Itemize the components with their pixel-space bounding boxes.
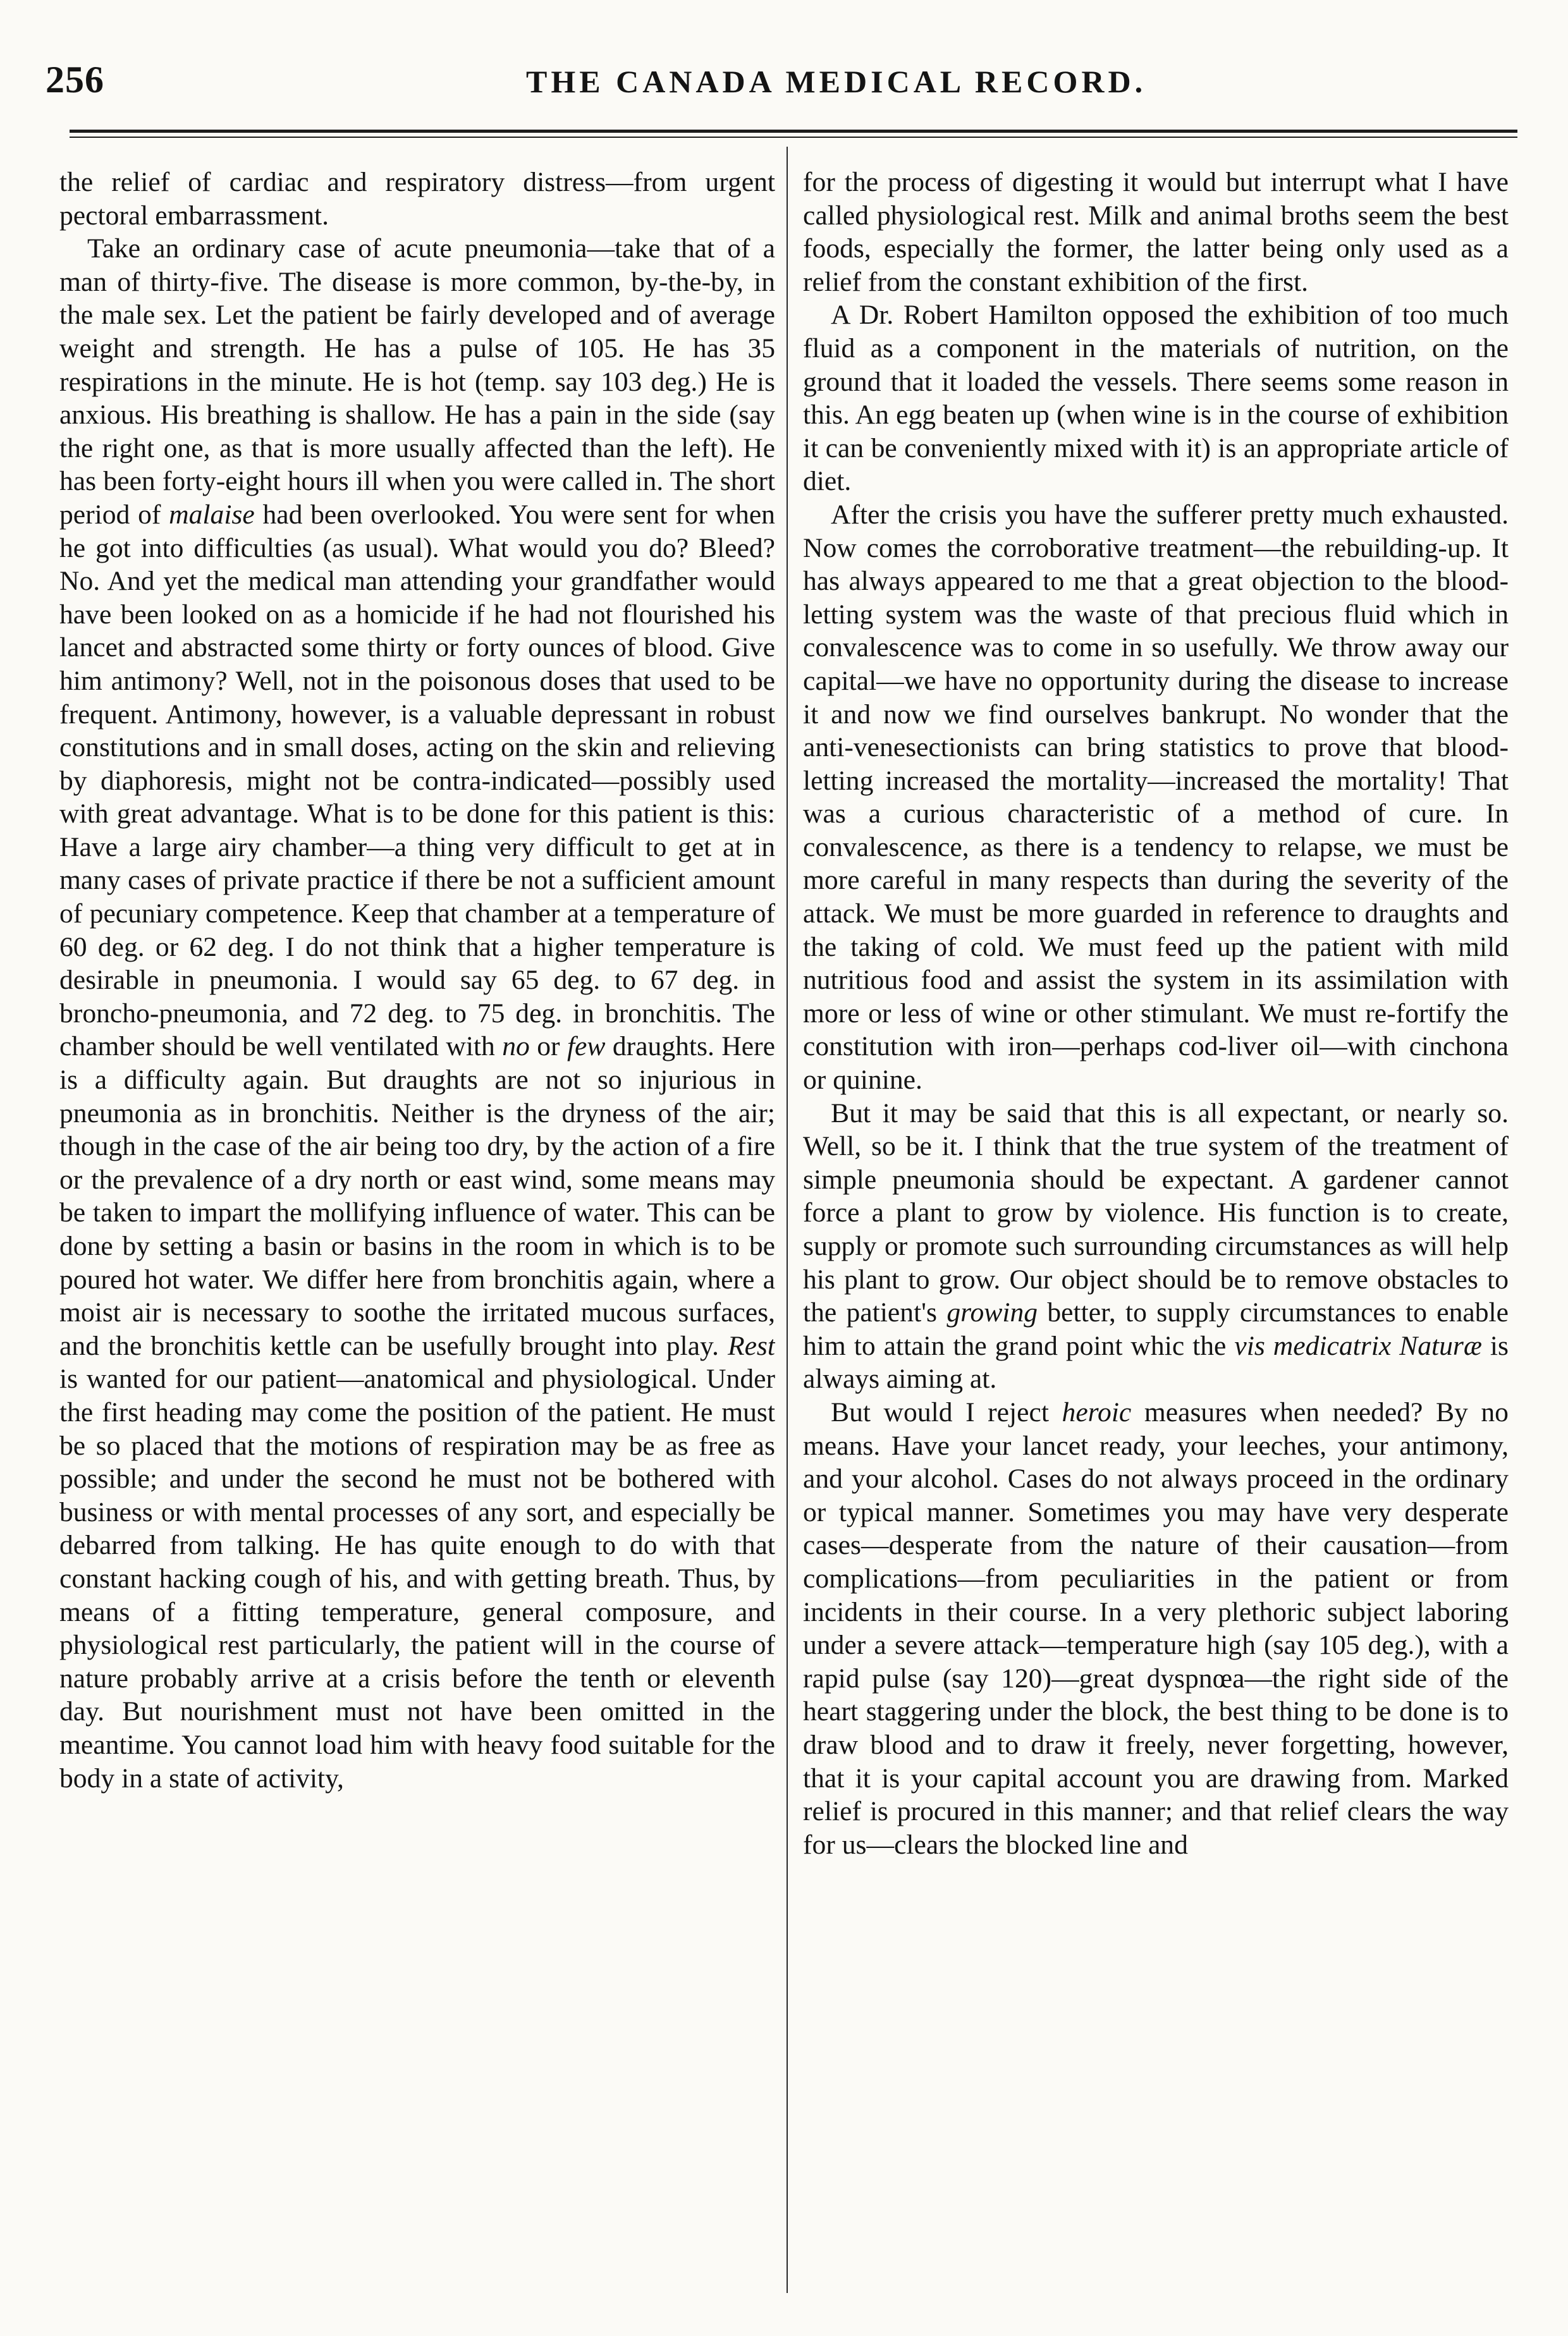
paragraph [803, 166, 1509, 298]
paragraph-text: After the crisis you have the sufferer pretty much exhausted. Now comes the corroborative treatment—the rebuilding-up. It has always appeared to me that a great objection to the blood-letting system was the waste of that precious fluid which in convalescence was to come in so usefully. We throw away our capital—we have no opportunity during the disease to increase it and now we find ourselves bankrupt. No wonder that the anti-venesectionists can bring statistics to prove that blood-letting increased the mortality—increased the mortality! That was a curious characteristic of a method of cure. In convalescence, as there is a tendency to relapse, we must be more careful in many respects than during the severity of the attack. We must be more guarded in reference to draughts and the taking of cold. We must feed up the patient with mild nutritious food and assist the system in its assimilation with more or less of wine or other stimulant. We must re-fortify the constitution with iron—perhaps cod-liver oil—with cinchona or quinine. [803, 499, 1509, 1096]
paragraph-text: measures when needed? By no means. Have your lancet ready, your leeches, your antimony, and your alcohol. Cases do not always proceed in the ordinary or typical manner. Sometimes you may have very desperate cases—desperate from the nature of their causation—from complications—from peculiarities in the patient or from incidents in their course. In a very plethoric subject laboring under a severe attack—temperature high (say 105 deg.), with a rapid pulse (say 120)—great dyspnœa—the right side of the heart staggering under the block, the best thing to be done is to draw blood and to draw it freely, never forgetting, however, that it is your capital account you are drawing from. Marked relief is procured in this manner; and that relief clears the way for us—clears the blocked line and [803, 1397, 1509, 1860]
paragraph-text: for the process of digesting it would but interrupt what I have called physiological rest. Milk and animal broths seem the best foods, especially the former, the latter being only used as a relief from the constant exhibition of the first. [803, 167, 1509, 297]
running-title: THE CANADA MEDICAL RECORD. [526, 64, 1147, 99]
paragraph [59, 232, 775, 1795]
paragraph-text: had been overlooked. You were sent for when he got into difficulties (as usual). What would you do? Bleed? No. And yet the medical man attending your grandfather would have been looked on as a homicide if he had not flourished his lancet and abstracted some thirty or forty ounces of blood. Give him antimony? Well, not in the poisonous doses that used to be frequent. Antimony, however, is a valuable depressant in robust constitutions and in small doses, acting on the skin and relieving by diaphoresis, might not be contra-indicated—possibly used with great advantage. What is to be done for this patient is this: Have a large airy chamber—a thing very difficult to get at in many cases of private practice if there be not a sufficient amount of pecuniary competence. Keep that chamber at a temperature of 60 deg. or 62 deg. I do not think that a higher temperature is desirable in pneumonia. I would say 65 deg. to 67 deg. in broncho-pneumonia, and 72 deg. to 75 deg. in bronchitis. The chamber should be well ventilated with [59, 499, 775, 1062]
italic-term: Rest [727, 1330, 775, 1361]
italic-term: heroic [1062, 1397, 1132, 1428]
paragraph-text: the relief of cardiac and respiratory distress—from urgent pectoral embarrassment. [59, 167, 775, 231]
paragraph [803, 498, 1509, 1097]
paragraph [803, 1097, 1509, 1396]
italic-term: vis medicatrix Naturæ [1234, 1330, 1482, 1361]
left-column [59, 166, 775, 2315]
page-header [46, 58, 1487, 115]
right-column [803, 166, 1509, 2315]
paragraph-text: But would I reject [831, 1397, 1049, 1428]
paragraph [59, 166, 775, 232]
paragraph-text: draughts. Here is a difficulty again. But draughts are not so injurious in pneumonia as in bronchitis. Neither is the dryness of the air; though in the case of the air being too dry, by the action of a fire or the prevalence of a dry north or east wind, some means may be taken to impart the mollifying influence of water. This can be done by setting a basin or basins in the room in which is to be poured hot water. We differ here from bronchitis again, where a moist air is necessary to soothe the irritated mucous surfaces, and the bronchitis kettle can be usefully brought into play. [59, 1031, 775, 1361]
italic-term: growing [946, 1297, 1038, 1328]
paragraph-text: or [537, 1031, 560, 1062]
paragraph-text: better, to supply circumstances to enable him to attain the grand point whic the [803, 1297, 1509, 1361]
column-divider [787, 147, 788, 2293]
paragraph [803, 1396, 1509, 1861]
paragraph-text: is wanted for our patient—anatomical and physiological. Under the first heading may come the position of the patient. He must be so placed that the motions of respiration may be as free as possible; and under the second he must not be bothered with business or with mental processes of any sort, and especially be debarred from talking. He has quite enough to do with that constant hacking cough of his, and with getting breath. Thus, by means of a fitting temperature, general composure, and physiological rest particularly, the patient will in the course of nature probably arrive at a crisis before the tenth or eleventh day. But nourishment must not have been omitted in the meantime. You cannot load him with heavy food suitable for the body in a state of activity, [59, 1364, 775, 1794]
paragraph-text: A Dr. Robert Hamilton opposed the exhibition of too much fluid as a component in the materials of nutrition, on the ground that it loaded the vessels. There seems some reason in this. An egg beaten up (when wine is in the course of exhibition it can be conveniently mixed with it) is an appropriate article of diet. [803, 300, 1509, 497]
header-rule-thin [70, 137, 1517, 138]
italic-term: malaise [169, 499, 255, 530]
paragraph-text: is always aiming at. [803, 1330, 1509, 1395]
paragraph-text: But it may be said that this is all expectant, or nearly so. Well, so be it. I think that the true system of the treatment of simple pneumonia should be expectant. A gardener cannot force a plant to grow by violence. His function is to create, supply or promote such surrounding circumstances as will help his plant to grow. Our object should be to remove obstacles to the patient's [803, 1098, 1509, 1328]
paragraph [803, 298, 1509, 498]
header-rule [70, 130, 1517, 133]
italic-term: few [567, 1031, 606, 1062]
paragraph-text: Take an ordinary case of acute pneumonia—take that of a man of thirty-five. The disease is more common, by-the-by, in the male sex. Let the patient be fairly developed and of average weight and strength. He has a pulse of 105. He has 35 respirations in the minute. He is hot (temp. say 103 deg.) He is anxious. His breathing is shallow. He has a pain in the side (say the right one, as that is more usually affected than the left). He has been forty-eight hours ill when you were called in. The short period of [59, 233, 775, 530]
italic-term: no [502, 1031, 530, 1062]
page-number: 256 [46, 59, 104, 101]
